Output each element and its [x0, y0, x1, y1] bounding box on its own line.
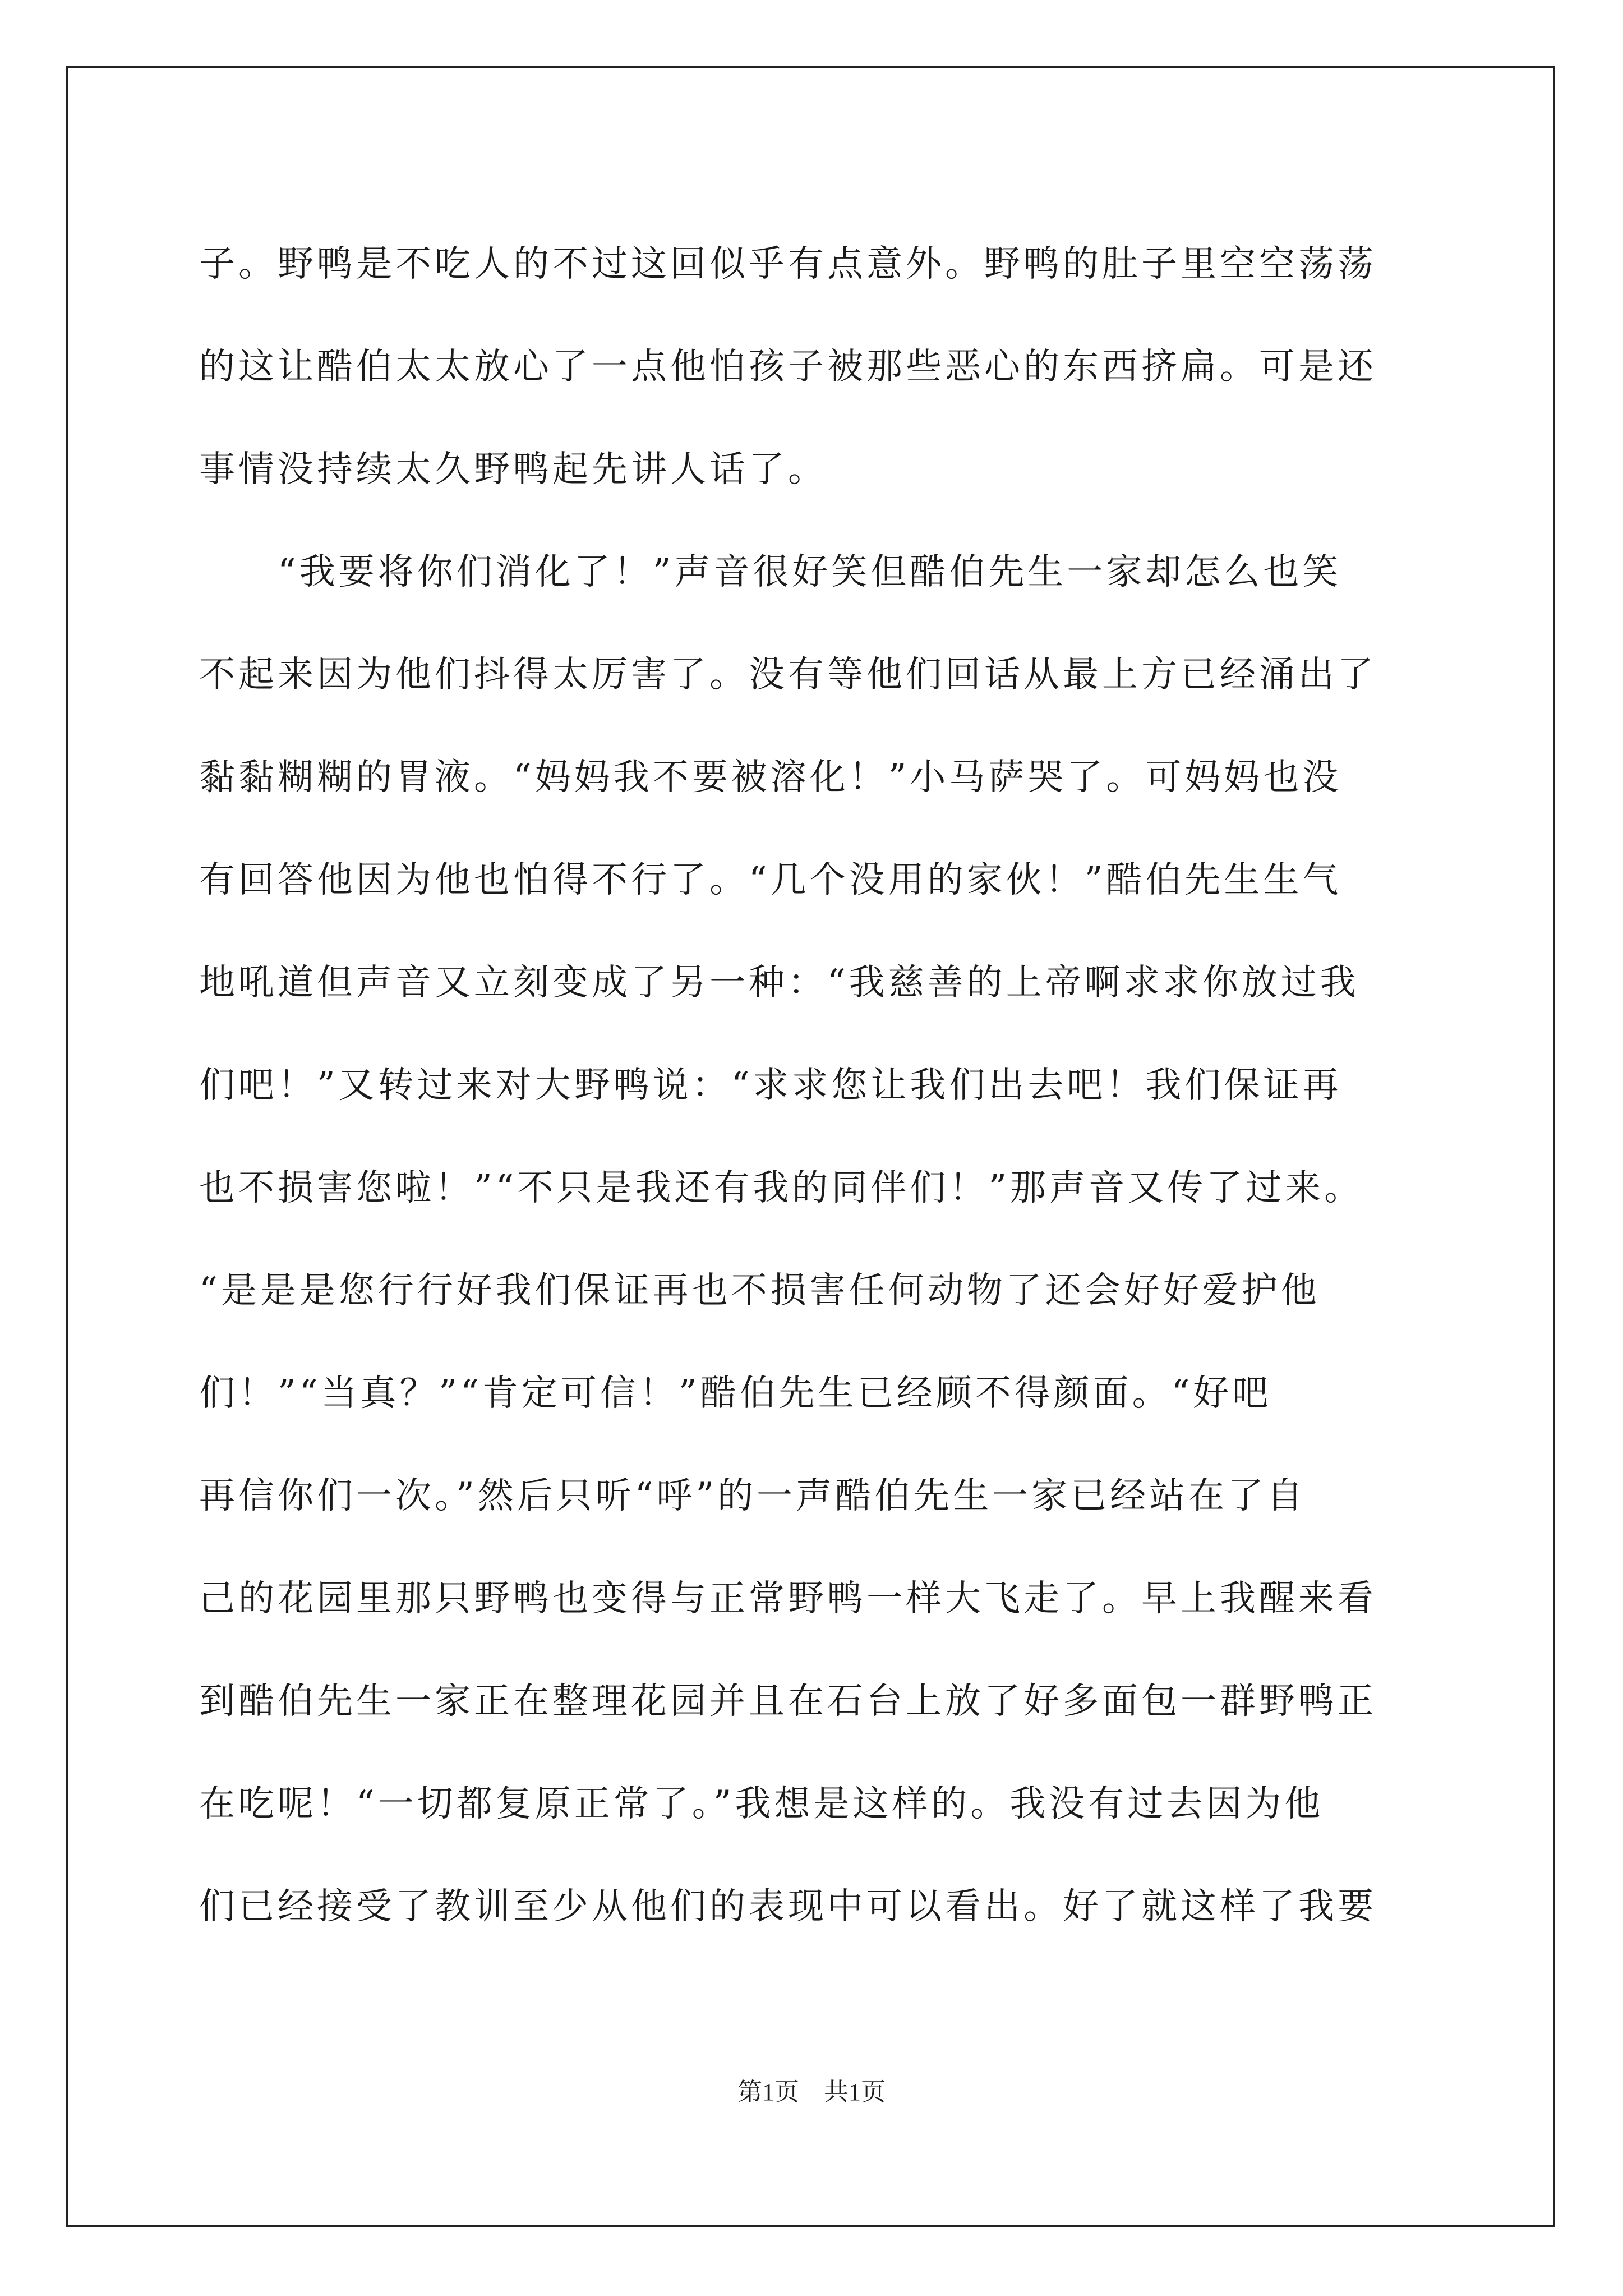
- text-line: 不起来因为他们抖得太厉害了。没有等他们回话从最上方已经涌出了: [199, 654, 1377, 696]
- body-text: [199, 213, 1438, 1958]
- page-footer: 第1页 共1页: [737, 2078, 886, 2106]
- text-line: 有回答他因为他也怕得不行了。“几个没用的家伙！”酷伯先生生气: [199, 859, 1342, 901]
- text-line: “我要将你们消化了！”声音很好笑但酷伯先生一家却怎么也笑: [199, 551, 1342, 593]
- text-line: 也不损害您啦！”“不只是我还有我的同伴们！”那声音又传了过来。: [199, 1167, 1364, 1209]
- text-line: “是是是您行行好我们保证再也不损害任何动物了还会好好爱护他: [199, 1270, 1320, 1312]
- text-line: 们已经接受了教训至少从他们的表现中可以看出。好了就这样了我要: [199, 1886, 1377, 1927]
- text-line: 在吃呢！“一切都复原正常了。”我想是这样的。我没有过去因为他: [199, 1783, 1324, 1825]
- text-line: 们吧！”又转过来对大野鸭说：“求求您让我们出去吧！我们保证再: [199, 1065, 1342, 1106]
- text-line: 的这让酷伯太太放心了一点他怕孩子被那些恶心的东西挤扁。可是还: [199, 346, 1377, 388]
- text-line: 到酷伯先生一家正在整理花园并且在石台上放了好多面包一群野鸭正: [199, 1681, 1377, 1722]
- text-line: 地吼道但声音又立刻变成了另一种：“我慈善的上帝啊求求你放过我: [199, 962, 1359, 1004]
- text-line: 再信你们一次。”然后只听“呼”的一声酷伯先生一家已经站在了自: [199, 1475, 1307, 1517]
- text-line: 事情没持续太久野鸭起先讲人话了。: [199, 449, 827, 490]
- text-line: 子。野鸭是不吃人的不过这回似乎有点意外。野鸭的肚子里空空荡荡: [199, 243, 1377, 285]
- text-line: 们！”“当真？”“肯定可信！”酷伯先生已经顾不得颜面。“好吧: [199, 1373, 1272, 1414]
- text-line: 黏黏糊糊的胃液。“妈妈我不要被溶化！”小马萨哭了。可妈妈也没: [199, 757, 1342, 798]
- text-line: 己的花园里那只野鸭也变得与正常野鸭一样大飞走了。早上我醒来看: [199, 1578, 1377, 1619]
